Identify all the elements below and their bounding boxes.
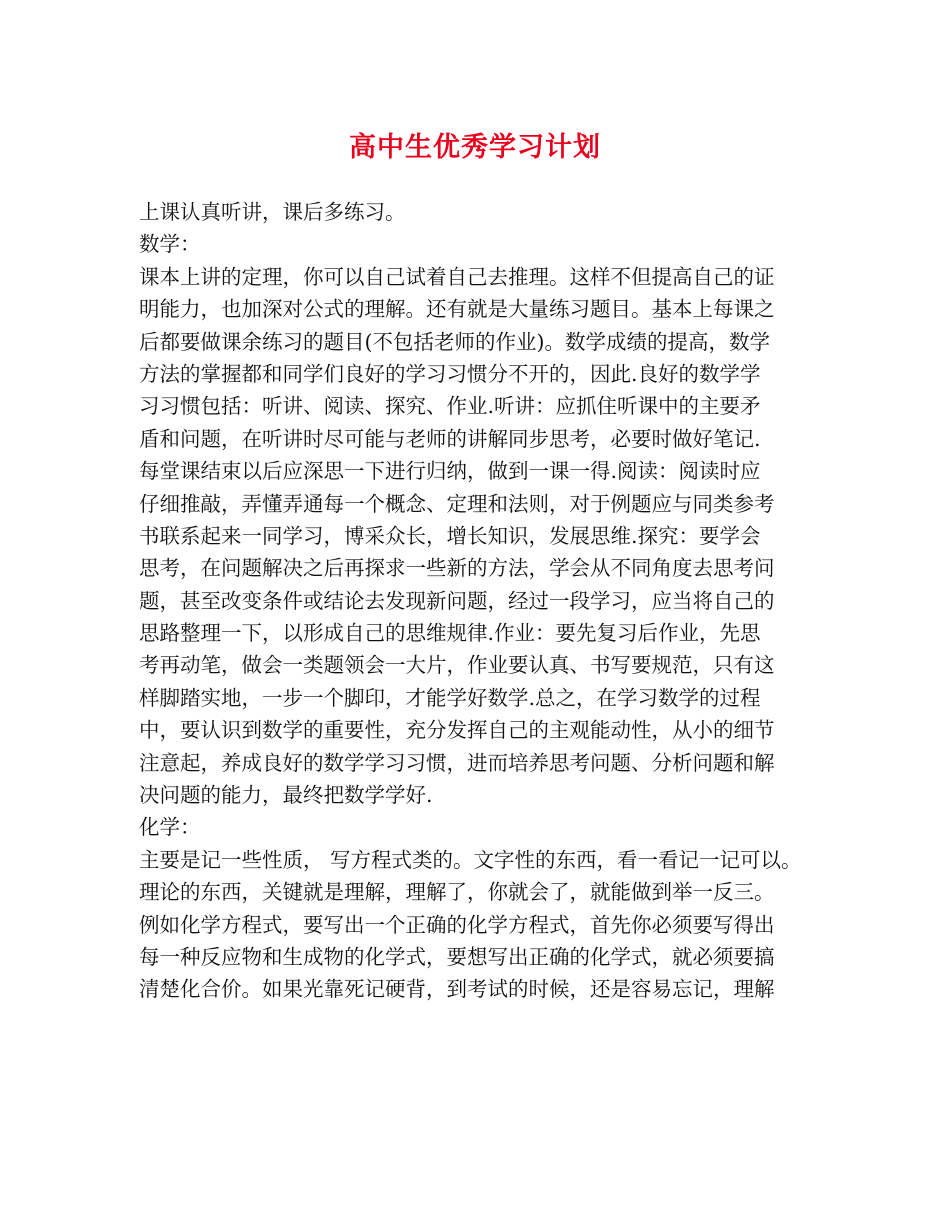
body-line: 每一种反应物和生成物的化学式，要想写出正确的化学式，就必须要搞 xyxy=(139,944,775,969)
body-line: 考再动笔，做会一类题领会一大片，作业要认真、书写要规范，只有这 xyxy=(139,653,775,678)
body-line: 中，要认识到数学的重要性，充分发挥自己的主观能动性，从小的细节 xyxy=(139,718,775,743)
body-line: 后都要做课余练习的题目(不包括老师的作业)。数学成绩的提高，数学 xyxy=(139,329,770,354)
body-line: 清楚化合价。如果光靠死记硬背，到考试的时候，还是容易忘记，理解 xyxy=(139,977,775,1002)
body-line: 每堂课结束以后应深思一下进行归纳，做到一课一得.阅读：阅读时应 xyxy=(139,459,761,484)
body-line: 主要是记一些性质， 写方程式类的。文字性的东西，看一看记一记可以。 xyxy=(139,847,802,872)
body-line: 题，甚至改变条件或结论去发现新问题，经过一段学习，应当将自己的 xyxy=(139,588,775,613)
body-line: 方法的掌握都和同学们良好的学习习惯分不开的，因此.良好的数学学 xyxy=(139,361,761,386)
body-line: 思路整理一下，以形成自己的思维规律.作业：要先复习后作业，先思 xyxy=(139,621,761,646)
body-line: 决问题的能力，最终把数学学好. xyxy=(139,783,433,808)
body-line: 明能力，也加深对公式的理解。还有就是大量练习题目。基本上每课之 xyxy=(139,297,775,322)
document-body xyxy=(139,196,839,1006)
body-line: 上课认真听讲，课后多练习。 xyxy=(139,200,406,224)
section-heading-math: 数学： xyxy=(139,232,201,257)
body-line: 书联系起来一同学习，博采众长，增长知识，发展思维.探究：要学会 xyxy=(139,523,761,548)
body-line: 例如化学方程式，要写出一个正确的化学方程式，首先你必须要写得出 xyxy=(139,912,775,937)
body-line: 理论的东西，关键就是理解，理解了，你就会了，就能做到举一反三。 xyxy=(139,880,775,905)
body-line: 仔细推敲，弄懂弄通每一个概念、定理和法则，对于例题应与同类参考 xyxy=(139,491,775,516)
body-line: 样脚踏实地，一步一个脚印，才能学好数学.总之，在学习数学的过程 xyxy=(139,685,761,710)
body-line: 习习惯包括：听讲、阅读、探究、作业.听讲：应抓住听课中的主要矛 xyxy=(139,394,761,419)
body-line: 盾和问题，在听讲时尽可能与老师的讲解同步思考，必要时做好笔记. xyxy=(139,426,761,451)
body-line: 课本上讲的定理，你可以自己试着自己去推理。这样不但提高自己的证 xyxy=(139,264,775,289)
body-line: 思考，在问题解决之后再探求一些新的方法，学会从不同角度去思考问 xyxy=(139,556,775,581)
section-heading-chemistry: 化学： xyxy=(139,815,201,840)
document-title: 高中生优秀学习计划 xyxy=(349,132,601,163)
body-line: 注意起，养成良好的数学学习习惯，进而培养思考问题、分析问题和解 xyxy=(139,750,775,775)
